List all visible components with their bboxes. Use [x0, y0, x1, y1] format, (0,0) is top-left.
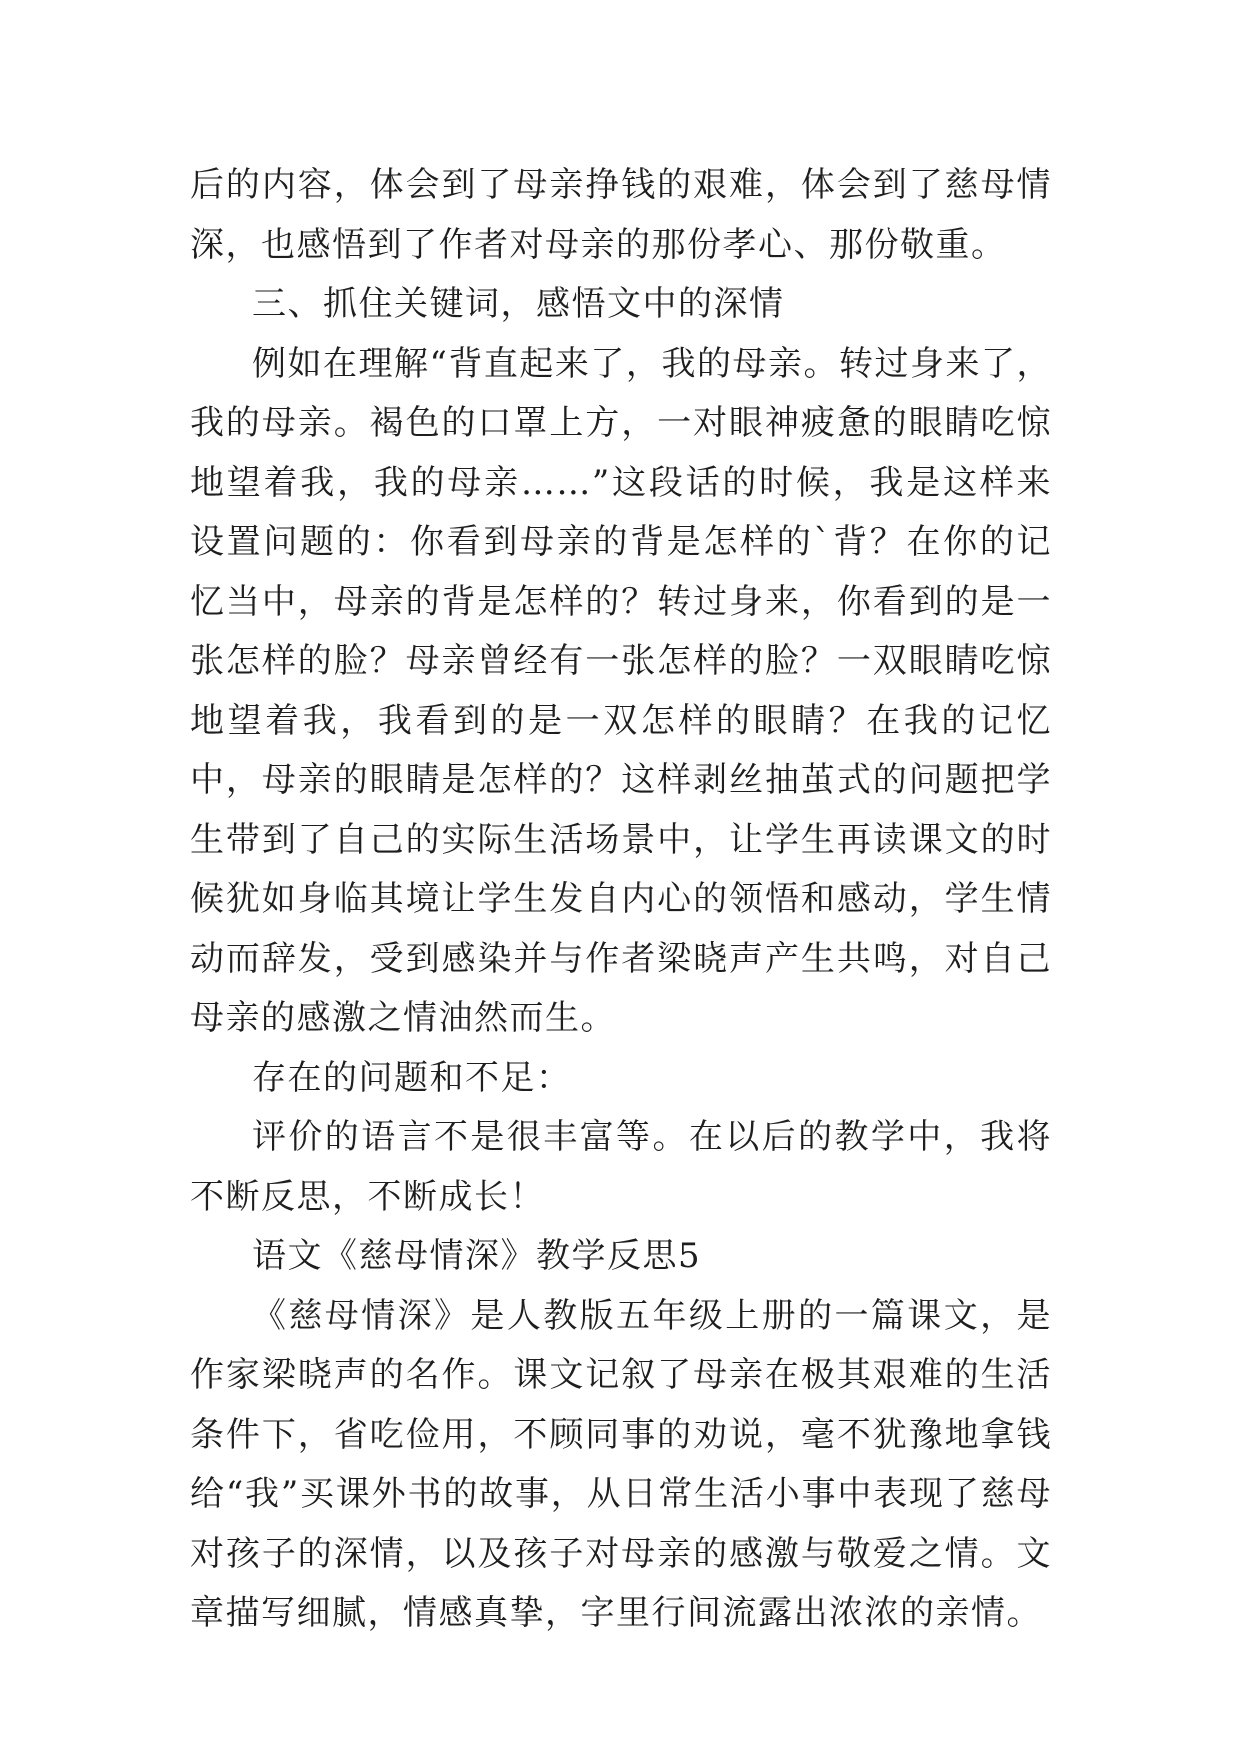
- paragraph-example: 例如在理解“背直起来了，我的母亲。转过身来了，我的母亲。褐色的口罩上方，一对眼神疲惫的眼睛吃惊地望着我，我的母亲……”这段话的时候，我是这样来设置问题的：你看到母亲的背是怎样的`背？在你的记忆当中，母亲的背是怎样的？转过身来，你看到的是一张怎样的脸？母亲曾经有一张怎样的脸？一双眼睛吃惊地望着我，我看到的是一双怎样的眼睛？在我的记忆中，母亲的眼睛是怎样的？这样剥丝抽茧式的问题把学生带到了自己的实际生活场景中，让学生再读课文的时候犹如身临其境让学生发自内心的领悟和感动，学生情动而辞发，受到感染并与作者梁晓声产生共鸣，对自己母亲的感激之情油然而生。: [190, 343, 1052, 1038]
- document-body: [190, 156, 1052, 1644]
- subheading-problems: 存在的问题和不足：: [252, 1057, 572, 1098]
- article-title: 语文《慈母情深》教学反思5: [252, 1236, 702, 1276]
- paragraph-intro: 《慈母情深》是人教版五年级上册的一篇课文，是作家梁晓声的名作。课文记叙了母亲在极其艰难的生活条件下，省吃俭用，不顾同事的劝说，毫不犹豫地拿钱给“我”买课外书的故事，从日常生活小事中表现了慈母对孩子的深情，以及孩子对母亲的感激与敬爱之情。文章描写细腻，情感真挚，字里行间流露出浓浓的亲情。: [190, 1295, 1052, 1633]
- paragraph-problems: 评价的语言不是很丰富等。在以后的教学中，我将不断反思，不断成长！: [190, 1117, 1052, 1217]
- paragraph-continuation: 后的内容，体会到了母亲挣钱的艰难，体会到了慈母情深，也感悟到了作者对母亲的那份孝心、那份敬重。: [190, 165, 1052, 265]
- section-heading-keywords: 三、抓住关键词，感悟文中的深情: [252, 284, 785, 324]
